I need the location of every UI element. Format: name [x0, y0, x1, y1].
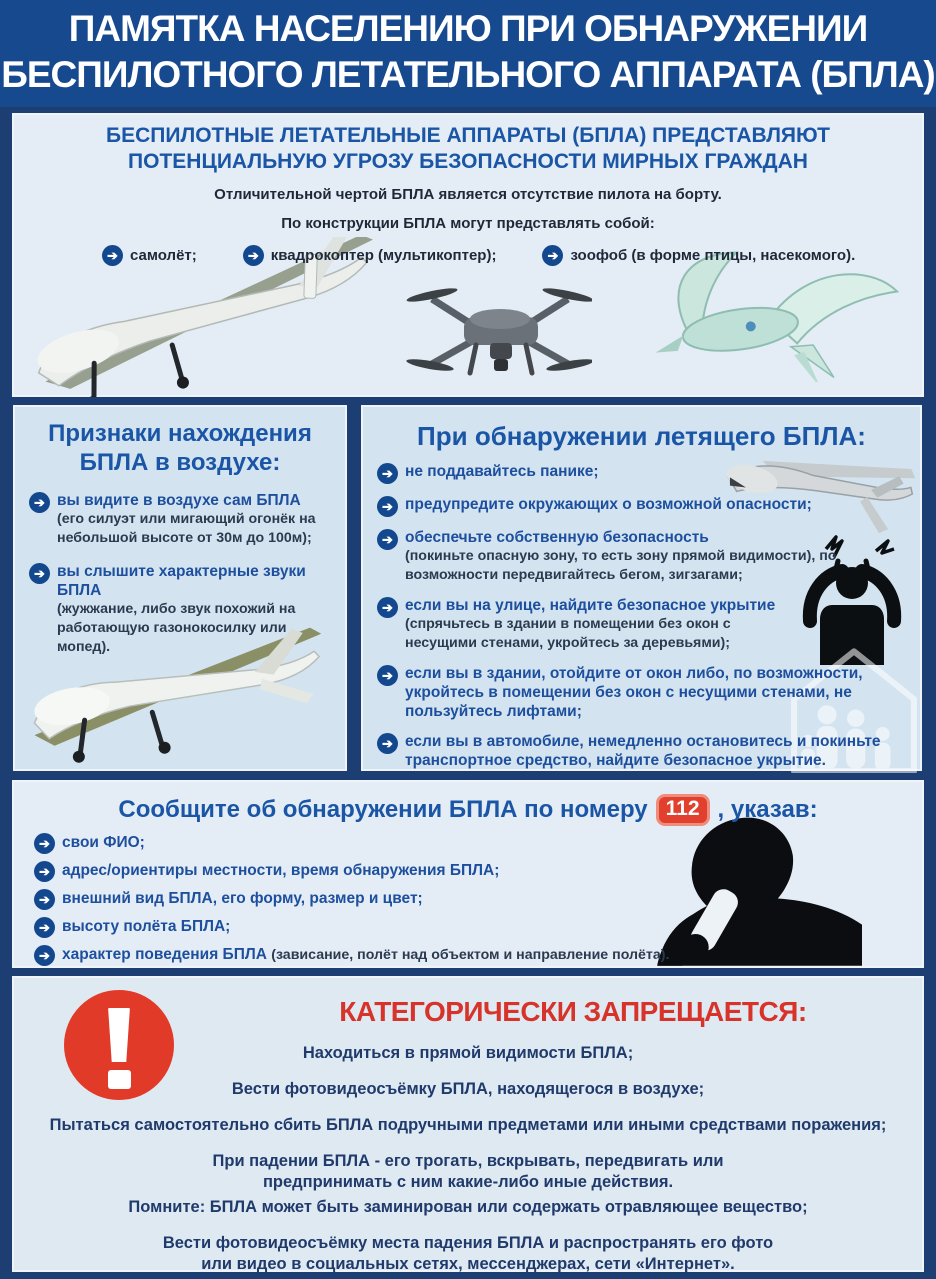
- arrow-circle-icon: ➔: [34, 917, 55, 938]
- arrow-circle-icon: ➔: [34, 945, 55, 966]
- small-drone-image: [718, 433, 918, 543]
- forbidden-item: Пытаться самостоятельно сбить БПЛА подручными предметами или иными средствами поражения;: [49, 1116, 887, 1134]
- arrow-circle-icon: ➔: [29, 563, 50, 584]
- arrow-circle-icon: ➔: [29, 492, 50, 513]
- list-item-text: [405, 732, 912, 770]
- list-item-normal: (спрячьтесь в здании в помещении без окон с несущими стенами, укройтесь за деревьями);: [405, 616, 731, 651]
- list-item-bold: не поддавайтесь панике;: [405, 463, 599, 480]
- list-item-text: [57, 491, 337, 548]
- intro-panel: [12, 113, 924, 397]
- list-item-bold: высоту полёта БПЛА;: [62, 918, 231, 935]
- list-item-bold: характер поведения БПЛА: [62, 946, 267, 963]
- list-item-text: [62, 861, 499, 881]
- list-item-bold: если вы в автомобиле, немедленно остановитесь и покиньте транспортное средство, найдите безопасное укрытие.: [405, 733, 881, 769]
- list-item-text: [62, 917, 230, 937]
- list-item: [377, 495, 912, 517]
- list-item: [29, 562, 337, 657]
- poster-header: [0, 0, 936, 107]
- exclamation-icon: [64, 990, 174, 1100]
- list-item-normal: (его силуэт или мигающий огонёк на небольшой высоте от 30м до 100м);: [57, 511, 316, 546]
- list-item-text: [405, 596, 777, 653]
- exclamation-bar: [106, 1008, 132, 1062]
- report-title-before: Сообщите об обнаружении БПЛА по номеру: [118, 796, 648, 823]
- list-item: [34, 917, 922, 938]
- arrow-circle-icon: ➔: [34, 889, 55, 910]
- flying-title: При обнаружении летящего БПЛА:: [417, 421, 866, 451]
- report-title-after: , указав:: [717, 796, 818, 823]
- intro-note-2: По конструкции БПЛА могут представлять собой:: [281, 215, 655, 232]
- list-item-text: [405, 495, 812, 514]
- list-item: [542, 245, 855, 266]
- list-item-normal: (покиньте опасную зону, то есть зону прямой видимости), по возможности передвигайтесь бегом, зигзагами;: [405, 548, 837, 583]
- list-item-bold: вы видите в воздухе сам БПЛА: [57, 492, 301, 509]
- list-item-bold: вы слышите характерные звуки БПЛА: [57, 563, 306, 599]
- forbidden-item: Находиться в прямой видимости БПЛА;: [302, 1044, 634, 1062]
- list-item: [377, 462, 912, 484]
- list-item-bold: если вы в здании, отойдите от окон либо, по возможности, укройтесь в помещении без окон с несущими стенами, не пользуйтесь лифтами;: [405, 665, 863, 720]
- signs-title-line-1: Признаки нахождения: [48, 420, 312, 447]
- arrow-circle-icon: ➔: [377, 597, 398, 618]
- list-item-text: [62, 889, 423, 909]
- list-item-bold: обеспечьте собственную безопасность: [405, 529, 709, 546]
- report-title: [14, 794, 922, 826]
- list-item-text: [57, 562, 337, 657]
- flying-panel: [361, 405, 922, 771]
- list-item-bold: предупредите окружающих о возможной опасности;: [405, 496, 812, 513]
- arrow-circle-icon: ➔: [377, 463, 398, 484]
- list-item: [377, 732, 912, 770]
- signs-title: [15, 419, 345, 477]
- bird-drone-image: [602, 247, 912, 382]
- forbidden-item: При падении БПЛА - его трогать, вскрывать, передвигать или предпринимать с ним какие-либо иные действия.: [212, 1152, 724, 1191]
- exclamation-dot: [108, 1070, 131, 1089]
- arrow-circle-icon: ➔: [377, 496, 398, 517]
- list-item: [377, 664, 877, 721]
- list-item: [102, 245, 197, 266]
- arrow-circle-icon: ➔: [377, 665, 398, 686]
- header-line-1: ПАМЯТКА НАСЕЛЕНИЮ ПРИ ОБНАРУЖЕНИИ: [68, 8, 868, 49]
- header-line-2: БЕСПИЛОТНОГО ЛЕТАТЕЛЬНОГО АППАРАТА (БПЛА): [1, 54, 935, 95]
- arrow-circle-icon: ➔: [34, 833, 55, 854]
- list-item-text: [405, 528, 847, 585]
- list-item: [34, 889, 922, 910]
- quadcopter-image: [406, 273, 592, 391]
- intro-heading-1: БЕСПИЛОТНЫЕ ЛЕТАТЕЛЬНЫЕ АППАРАТЫ (БПЛА) ПРЕДСТАВЛЯЮТ: [106, 124, 830, 147]
- list-item: [377, 596, 777, 653]
- forbidden-item: Вести фотовидеосъёмку места падения БПЛА и распространять его фото или видео в социальных сетях, мессенджерах, сети «Интернет».: [162, 1234, 774, 1273]
- arrow-circle-icon: ➔: [377, 529, 398, 550]
- signs-title-line-2: БПЛА в воздухе:: [79, 449, 281, 476]
- list-item: [34, 861, 922, 882]
- forbidden-item: Вести фотовидеосъёмку БПЛА, находящегося в воздухе;: [231, 1080, 705, 1098]
- list-item-text: [62, 945, 669, 965]
- arrow-circle-icon: ➔: [102, 245, 123, 266]
- list-item-normal: (зависание, полёт над объектом и направление полёта).: [271, 947, 670, 963]
- list-item-bold: свои ФИО;: [62, 834, 145, 851]
- list-item-text: [62, 833, 145, 853]
- list-item: [29, 491, 337, 548]
- list-item-text: [405, 664, 877, 721]
- arrow-circle-icon: ➔: [377, 733, 398, 754]
- drone-type-list: [14, 245, 922, 266]
- arrow-circle-icon: ➔: [542, 245, 563, 266]
- list-item: [34, 945, 922, 966]
- arrow-circle-icon: ➔: [243, 245, 264, 266]
- list-item-text: [405, 462, 599, 481]
- forbidden-item: Помните: БПЛА может быть заминирован или содержать отравляющее вещество;: [128, 1198, 808, 1216]
- list-item: [377, 528, 847, 585]
- badge-112: 112: [656, 794, 710, 826]
- signs-panel: [13, 405, 347, 771]
- arrow-circle-icon: ➔: [34, 861, 55, 882]
- forbidden-panel: [12, 976, 924, 1272]
- drone-type-label: квадрокоптер (мультикоптер);: [270, 247, 497, 264]
- list-item-bold: адрес/ориентиры местности, время обнаружения БПЛА;: [62, 862, 500, 879]
- list-item-bold: если вы на улице, найдите безопасное укрытие: [405, 597, 776, 614]
- forbidden-title: КАТЕГОРИЧЕСКИ ЗАПРЕЩАЕТСЯ:: [339, 996, 807, 1027]
- intro-note-1: Отличительной чертой БПЛА является отсутствие пилота на борту.: [214, 186, 722, 203]
- intro-heading-2: ПОТЕНЦИАЛЬНУЮ УГРОЗУ БЕЗОПАСНОСТИ МИРНЫХ ГРАЖДАН: [128, 150, 808, 173]
- list-item-bold: внешний вид БПЛА, его форму, размер и цвет;: [62, 890, 423, 907]
- list-item-normal: (жужжание, либо звук похожий на работающую газонокосилку или мопед).: [57, 601, 296, 655]
- drone-type-label: самолёт;: [130, 247, 197, 264]
- drone-type-label: зоофоб (в форме птицы, насекомого).: [570, 247, 856, 264]
- list-item: [243, 245, 497, 266]
- list-item: [34, 833, 922, 854]
- report-panel: [12, 780, 924, 968]
